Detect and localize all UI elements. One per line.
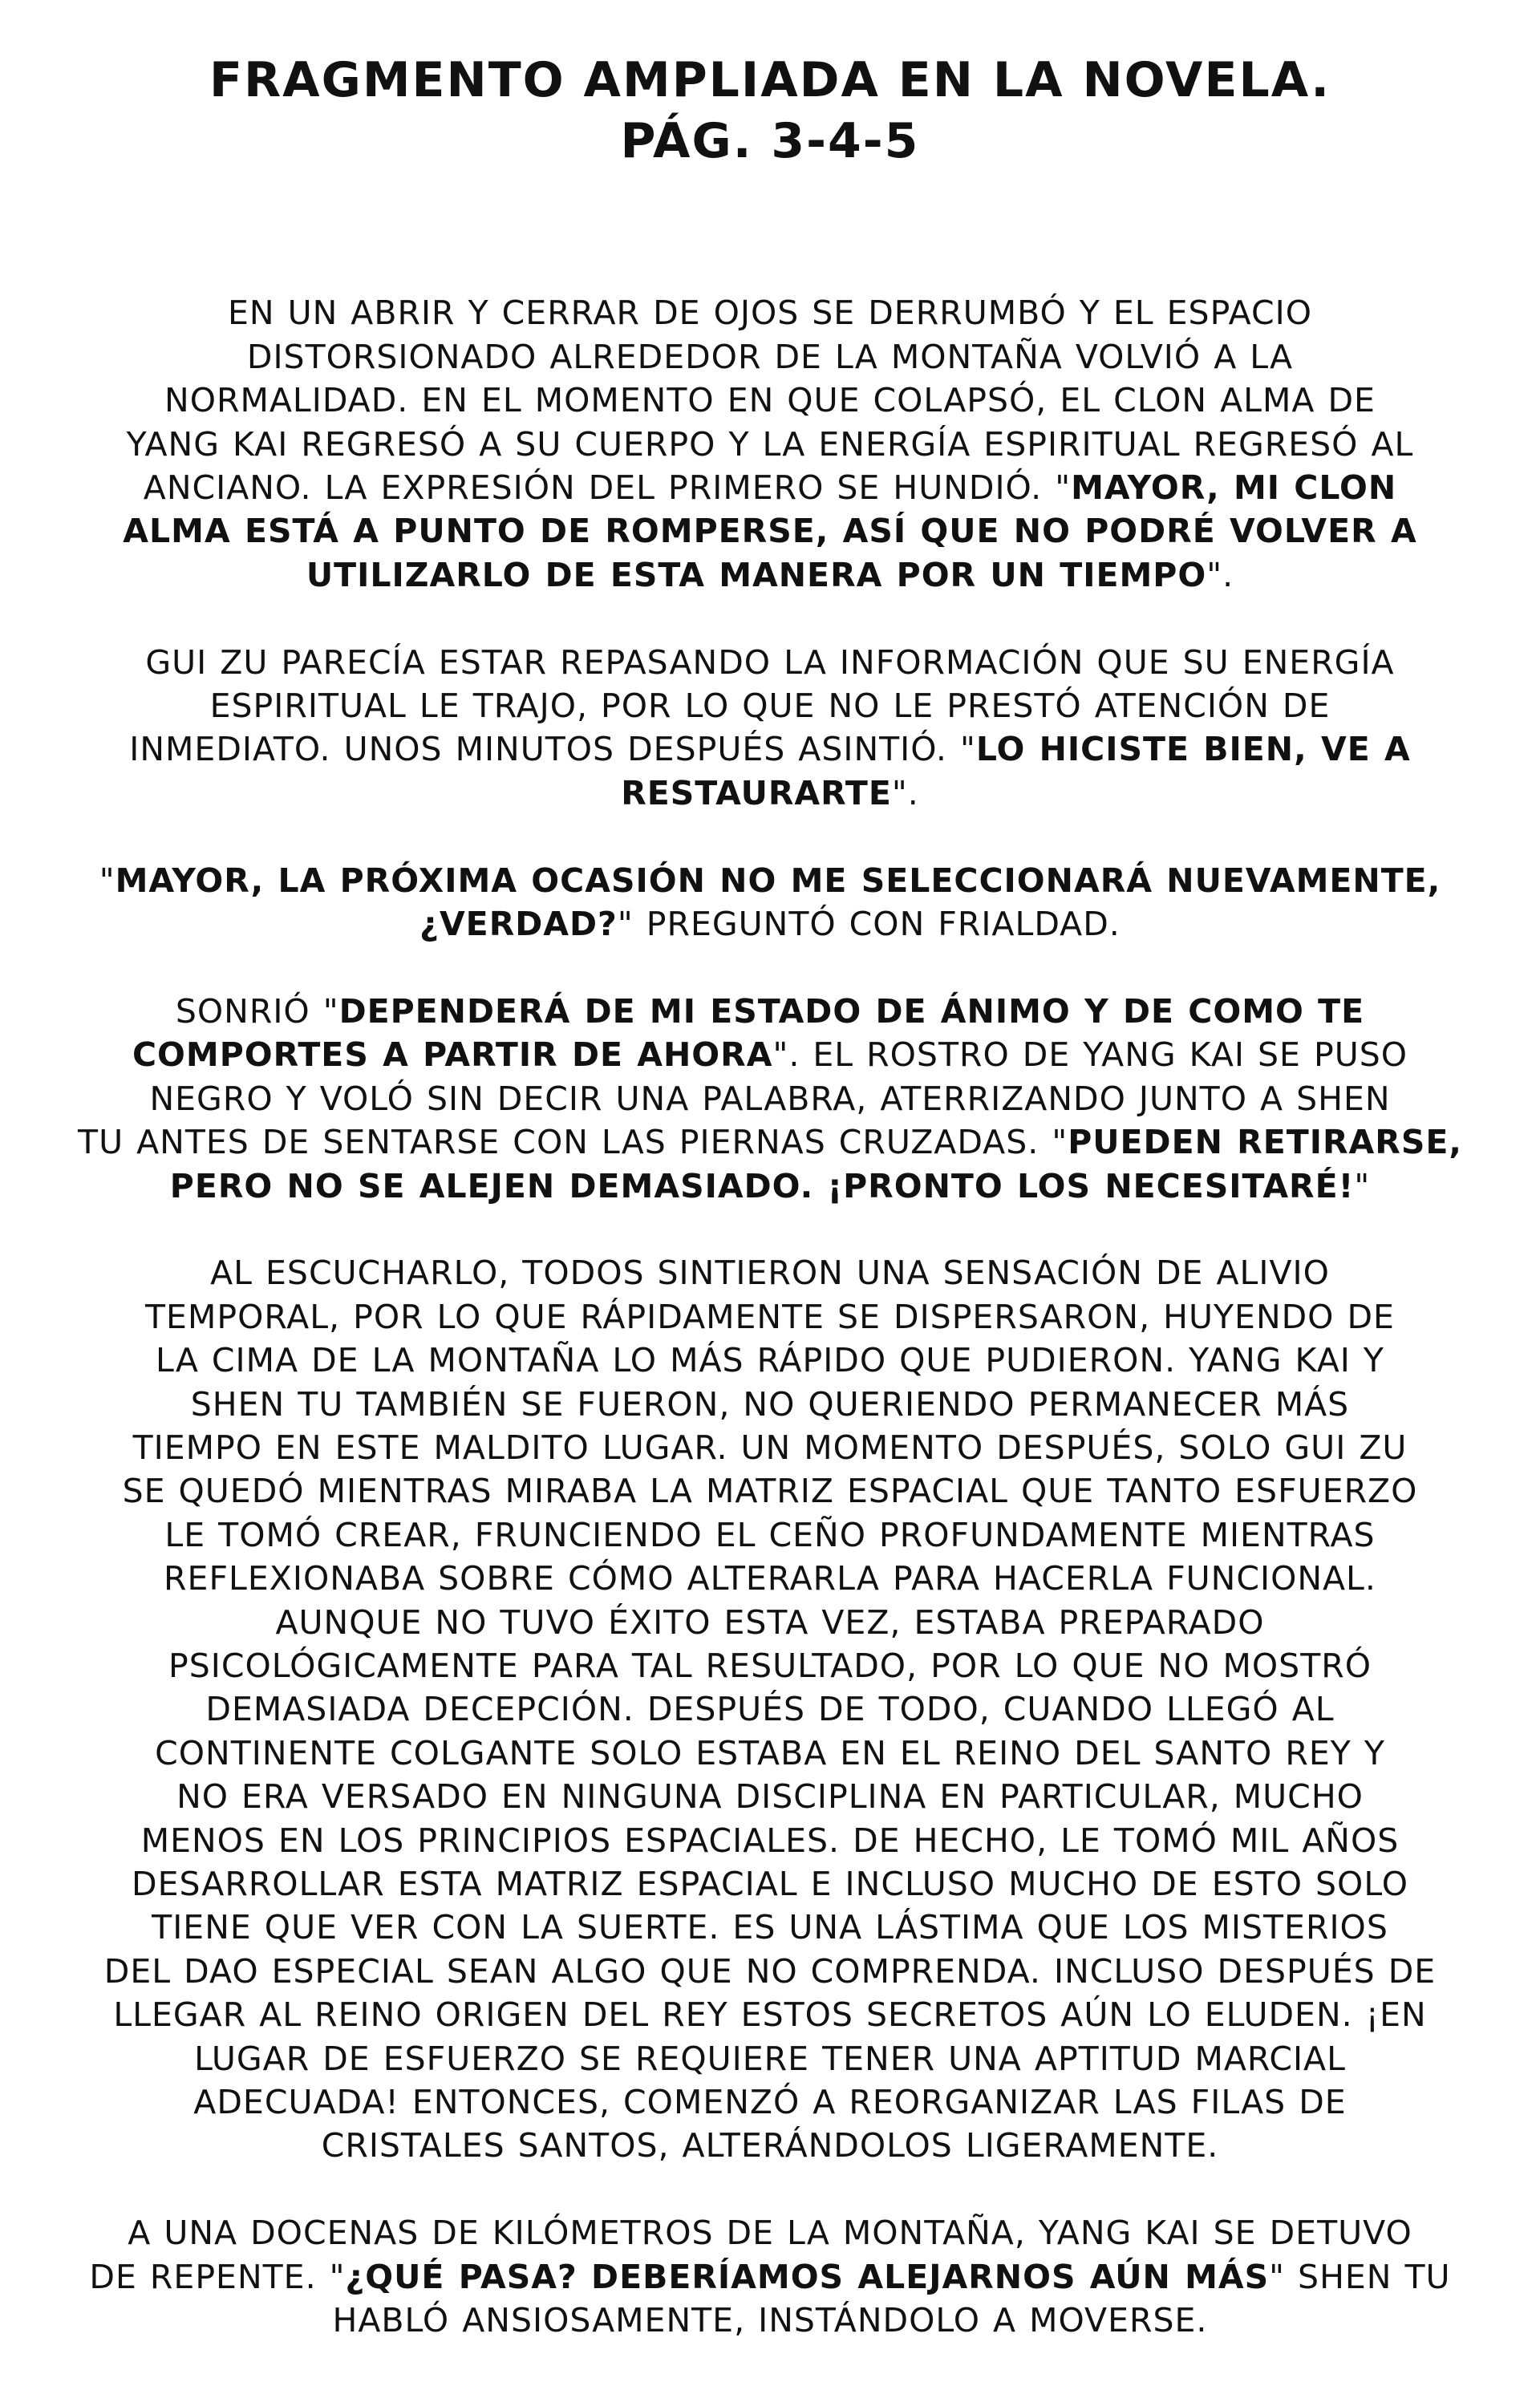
page-title — [56, 50, 1484, 172]
title-line-1: FRAGMENTO AMPLIADA EN LA NOVELA. — [209, 52, 1331, 108]
title-line-2: PÁG. 3-4-5 — [620, 113, 920, 169]
text-segment: A UNA DOCENAS DE KILÓMETROS DE LA MONTAÑA, YANG KAI SE DETUVO DE REPENTE. " — [89, 2214, 1412, 2296]
text-segment: ". EL ROSTRO DE YANG KAI SE PUSO NEGRO Y VOLÓ SIN DECIR UNA PALABRA, ATERRIZANDO JUNTO A SHEN TU ANTES DE SENTARSE CON LAS PIERNAS CRUZADAS. " — [78, 1035, 1408, 1162]
dialogue-bold: PUEDEN RETIRARSE, PERO NO SE ALEJEN DEMASIADO. ¡PRONTO LOS NECESITARÉ! — [169, 1123, 1462, 1205]
text-segment: " — [1354, 1166, 1371, 1205]
paragraph-1 — [56, 291, 1484, 597]
text-segment: GUI ZU PARECÍA ESTAR REPASANDO LA INFORMACIÓN QUE SU ENERGÍA ESPIRITUAL LE TRAJO, POR LO QUE NO LE PRESTÓ ATENCIÓN DE INMEDIATO. UNOS MINUTOS DESPUÉS ASINTIÓ. " — [129, 642, 1395, 769]
dialogue-bold: DEPENDERÁ DE MI ESTADO DE ÁNIMO Y DE COMO TE COMPORTES A PARTIR DE AHORA — [132, 991, 1365, 1075]
dialogue-bold: ¿QUÉ PASA? DEBERÍAMOS ALEJARNOS AÚN MÁS — [345, 2257, 1270, 2296]
paragraph-3 — [56, 859, 1484, 946]
text-segment: SONRIÓ " — [175, 991, 339, 1031]
text-segment: EN UN ABRIR Y CERRAR DE OJOS SE DERRUMBÓ Y EL ESPACIO DISTORSIONADO ALREDEDOR DE LA MONTAÑA VOLVIÓ A LA NORMALIDAD. EN EL MOMENTO EN QUE COLAPSÓ, EL CLON ALMA DE YANG KAI REGRESÓ A SU CUERPO Y LA ENERGÍA ESPIRITUAL REGRESÓ AL ANCIANO. LA EXPRESIÓN DEL PRIMERO SE HUNDIÓ. " — [126, 294, 1414, 508]
text-segment: " SHEN TU HABLÓ ANSIOSAMENTE, INSTÁNDOLO A MOVERSE. — [332, 2257, 1451, 2340]
text-segment: " — [99, 861, 116, 900]
paragraph-6 — [56, 2211, 1484, 2342]
text-segment: ". — [891, 773, 919, 812]
story-text — [56, 248, 1484, 2386]
paragraph-2 — [56, 641, 1484, 816]
dialogue-bold: LO HICISTE BIEN, VE A RESTAURARTE — [621, 730, 1411, 812]
paragraph-4 — [56, 990, 1484, 1208]
dialogue-bold: MAYOR, MI CLON ALMA ESTÁ A PUNTO DE ROMPERSE, ASÍ QUE NO PODRÉ VOLVER A UTILIZARLO DE ESTA MANERA POR UN TIEMPO — [123, 468, 1417, 594]
paragraph-5 — [56, 1251, 1484, 2168]
dialogue-bold: MAYOR, LA PRÓXIMA OCASIÓN NO ME SELECCIONARÁ NUEVAMENTE, ¿VERDAD? — [115, 861, 1441, 944]
text-segment: ". — [1206, 555, 1234, 594]
text-segment: " PREGUNTÓ CON FRIALDAD. — [617, 905, 1121, 944]
text-segment: AL ESCUCHARLO, TODOS SINTIERON UNA SENSACIÓN DE ALIVIO TEMPORAL, POR LO QUE RÁPIDAMENTE SE DISPERSARON, HUYENDO DE LA CIMA DE LA MONTAÑA LO MÁS RÁPIDO QUE PUDIERON. YANG KAI Y SHEN TU TAMBIÉN SE FUERON, NO QUERIENDO PERMANECER MÁS TIEMPO EN ESTE MALDITO LUGAR. UN MOMENTO DESPUÉS, SOLO GUI ZU SE QUEDÓ MIENTRAS MIRABA LA MATRIZ ESPACIAL QUE TANTO ESFUERZO LE TOMÓ CREAR, FRUNCIENDO EL CEÑO PROFUNDAMENTE MIENTRAS REFLEXIONABA SOBRE CÓMO ALTERARLA PARA HACERLA FUNCIONAL. AUNQUE NO TUVO ÉXITO ESTA VEZ, ESTABA PREPARADO PSICOLÓGICAMENTE PARA TAL RESULTADO, POR LO QUE NO MOSTRÓ DEMASIADA DECEPCIÓN. DESPUÉS DE TODO, CUANDO LLEGÓ AL CONTINENTE COLGANTE SOLO ESTABA EN EL REINO DEL SANTO REY Y NO ERA VERSADO EN NINGUNA DISCIPLINA EN PARTICULAR, MUCHO MENOS EN LOS PRINCIPIOS ESPACIALES. DE HECHO, LE TOMÓ MIL AÑOS DESARROLLAR ESTA MATRIZ ESPACIAL E INCLUSO MUCHO DE ESTO SOLO TIENE QUE VER CON LA SUERTE. ES UNA LÁSTIMA QUE LOS MISTERIOS DEL DAO ESPECIAL SEAN ALGO QUE NO COMPRENDA. INCLUSO DESPUÉS DE LLEGAR AL REINO ORIGEN DEL REY ESTOS SECRETOS AÚN LO ELUDEN. ¡EN LUGAR DE ESFUERZO SE REQUIERE TENER UNA APTITUD MARCIAL ADECUADA! ENTONCES, COMENZÓ A REORGANIZAR LAS FILAS DE CRISTALES SANTOS, ALTERÁNDOLOS LIGERAMENTE. — [103, 1254, 1437, 2165]
